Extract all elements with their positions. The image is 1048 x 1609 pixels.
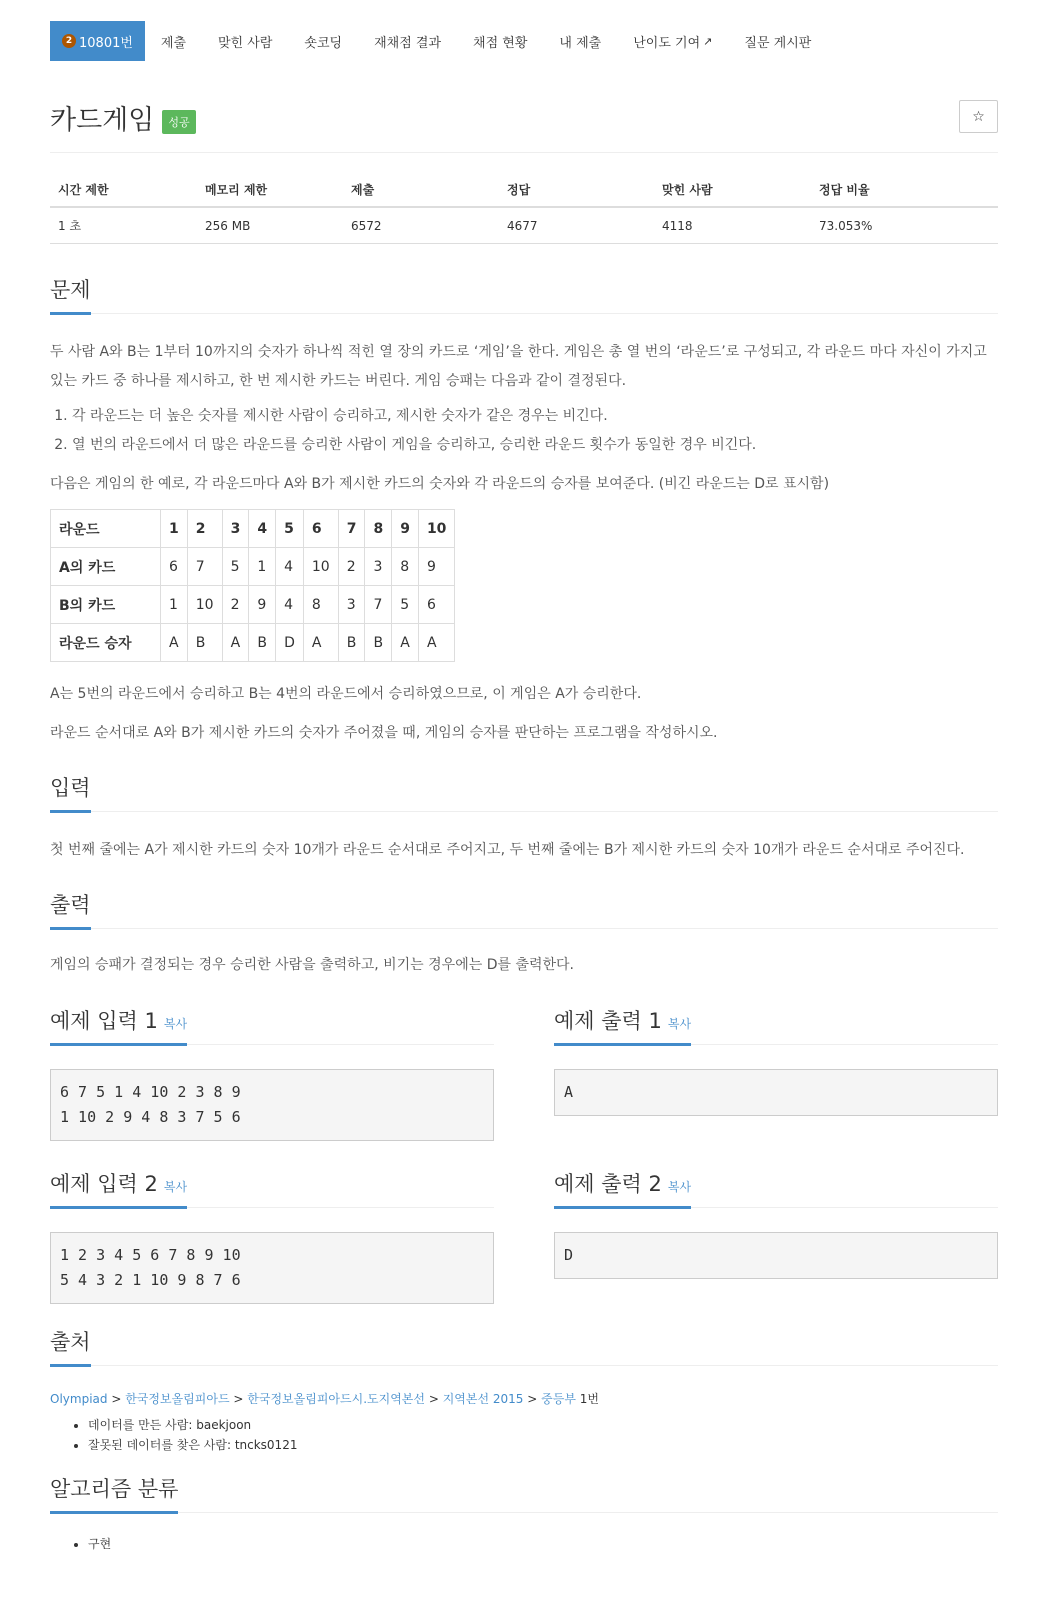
problem-nav	[50, 21, 998, 61]
info-header-row	[50, 173, 998, 207]
table-cell: B	[338, 624, 365, 662]
problem-paragraph-3: A는 5번의 라운드에서 승리하고 B는 4번의 라운드에서 승리하였으므로, 이 게임은 A가 승리한다.	[50, 686, 642, 702]
input-description: 첫 번째 줄에는 A가 제시한 카드의 숫자 10개가 라운드 순서대로 주어지고, 두 번째 줄에는 B가 제시한 카드의 숫자 10개가 라운드 순서대로 주어진다.	[50, 842, 965, 858]
tab-judge-status[interactable]: 채점 현황	[473, 35, 528, 51]
copy-button[interactable]: 복사	[163, 1180, 188, 1194]
source-link-olympiad[interactable]: Olympiad	[50, 1392, 108, 1406]
problem-page	[0, 21, 1048, 1609]
tab-solved-users[interactable]: 맞힌 사람	[218, 35, 273, 51]
rounds-row-b	[51, 586, 455, 624]
table-cell: 3	[338, 586, 365, 624]
table-cell: 1	[161, 510, 188, 548]
source-link-koi[interactable]: 한국정보올림피아드	[125, 1392, 230, 1406]
copy-button[interactable]: 복사	[667, 1180, 692, 1194]
algorithm-tag[interactable]: • 구현	[88, 1535, 998, 1552]
info-header-ratio: 정답 비율	[811, 173, 998, 207]
title-row	[50, 61, 998, 153]
problem-title: 카드게임	[50, 105, 155, 136]
output-heading: 출력	[50, 889, 91, 930]
table-cell: 3	[222, 510, 249, 548]
sample-input-1-label: 예제 입력 1	[50, 1009, 158, 1033]
info-header-solvers: 맞힌 사람	[654, 173, 811, 207]
samples-row-1	[50, 1000, 998, 1141]
table-cell: 5	[222, 548, 249, 586]
algorithm-tags	[88, 1535, 998, 1552]
table-cell: A	[222, 624, 249, 662]
info-header-time: 시간 제한	[50, 173, 197, 207]
external-link-icon: ↗	[703, 34, 713, 48]
input-heading: 입력	[50, 772, 91, 813]
sample-output-2-head	[554, 1163, 998, 1208]
table-cell: 4	[276, 548, 304, 586]
tab-my-submissions[interactable]: 내 제출	[559, 35, 602, 51]
table-cell: 5	[392, 586, 419, 624]
rounds-row-label: A의 카드	[51, 548, 161, 586]
table-cell: 4	[249, 510, 276, 548]
table-cell: 9	[418, 548, 454, 586]
problem-info-table	[50, 173, 998, 244]
algorithm-section-head	[50, 1473, 998, 1513]
table-cell: 10	[187, 586, 222, 624]
sample-input-2-head	[50, 1163, 494, 1208]
table-cell: D	[276, 624, 304, 662]
problem-heading: 문제	[50, 274, 91, 315]
info-value-row	[50, 207, 998, 244]
favorite-button[interactable]	[959, 100, 998, 133]
rounds-row-label: 라운드	[51, 510, 161, 548]
breadcrumb-separator: >	[233, 1392, 244, 1406]
table-cell: 9	[392, 510, 419, 548]
table-cell: 3	[365, 548, 392, 586]
table-cell: 10	[303, 548, 338, 586]
table-cell: 2	[338, 548, 365, 586]
table-cell: 6	[303, 510, 338, 548]
problem-paragraph-2: 다음은 게임의 한 예로, 각 라운드마다 A와 B가 제시한 카드의 숫자와 각 라운드의 승자를 보여준다. (비긴 라운드는 D로 표시함)	[50, 476, 830, 492]
samples-row-2	[50, 1163, 998, 1304]
table-cell: 10	[418, 510, 454, 548]
table-cell: B	[365, 624, 392, 662]
source-link-regional-2015[interactable]: 지역본선 2015	[442, 1392, 524, 1406]
sample-output-2-label: 예제 출력 2	[554, 1172, 662, 1196]
breadcrumb-separator: >	[111, 1392, 122, 1406]
source-link-koi-regional[interactable]: 한국정보올림피아드시.도지역본선	[247, 1392, 425, 1406]
table-cell: 2	[187, 510, 222, 548]
sample-input-1	[50, 1000, 494, 1141]
problem-paragraph-1: 두 사람 A와 B는 1부터 10까지의 숫자가 하나씩 적힌 열 장의 카드로 ‘게임’을 한다. 게임은 총 열 번의 ‘라운드’로 구성되고, 각 라운드 마다 자신이 가지고 있는 카드 중 하나를 제시하고, 한 번 제시한 카드는 버린다. 게임 승패는 다음과 같이 결정된다.	[50, 344, 987, 389]
copy-button[interactable]: 복사	[667, 1017, 692, 1031]
source-problem-number: 1번	[579, 1392, 599, 1406]
copy-button[interactable]: 복사	[163, 1017, 188, 1031]
rounds-table	[50, 509, 455, 662]
sample-output-1-box[interactable]: A	[554, 1069, 998, 1116]
sample-input-2	[50, 1163, 494, 1304]
tab-difficulty-label: 난이도 기여	[633, 35, 701, 51]
problem-section-head	[50, 274, 998, 314]
info-memory-limit: 256 MB	[197, 207, 343, 244]
sample-output-2-box[interactable]: D	[554, 1232, 998, 1279]
output-section-head	[50, 889, 998, 929]
rule-item: 2. 열 번의 라운드에서 더 많은 라운드를 승리한 사람이 게임을 승리하고, 승리한 라운드 횟수가 동일한 경우 비긴다.	[72, 431, 998, 460]
rule-item: 1. 각 라운드는 더 높은 숫자를 제시한 사람이 승리하고, 제시한 숫자가 같은 경우는 비긴다.	[72, 402, 998, 431]
rules-list	[72, 402, 998, 460]
source-meta-list	[88, 1415, 998, 1455]
output-description: 게임의 승패가 결정되는 경우 승리한 사람을 출력하고, 비기는 경우에는 D를 출력한다.	[50, 957, 574, 973]
table-cell: A	[161, 624, 188, 662]
table-cell: 7	[187, 548, 222, 586]
source-heading: 출처	[50, 1326, 91, 1367]
table-cell: 6	[418, 586, 454, 624]
info-header-memory: 메모리 제한	[197, 173, 343, 207]
rounds-row-number	[51, 510, 455, 548]
sample-output-2-title	[554, 1168, 691, 1209]
table-cell: 2	[222, 586, 249, 624]
sample-input-1-box[interactable]: 6 7 5 1 4 10 2 3 8 9 1 10 2 9 4 8 3 7 5 6	[50, 1069, 494, 1141]
sample-input-2-box[interactable]: 1 2 3 4 5 6 7 8 9 10 5 4 3 2 1 10 9 8 7 6	[50, 1232, 494, 1304]
info-header-accepted: 정답	[499, 173, 654, 207]
rounds-row-winner	[51, 624, 455, 662]
sample-output-1	[554, 1000, 998, 1141]
table-cell: B	[187, 624, 222, 662]
rounds-row-label: B의 카드	[51, 586, 161, 624]
table-cell: 7	[365, 586, 392, 624]
sample-output-1-head	[554, 1000, 998, 1045]
algorithm-heading: 알고리즘 분류	[50, 1473, 178, 1514]
status-badge: 성공	[162, 110, 195, 134]
tab-problem-number-label: 10801번	[79, 35, 133, 51]
table-cell: A	[303, 624, 338, 662]
info-ratio: 73.053%	[811, 207, 998, 244]
info-solvers: 4118	[654, 207, 811, 244]
table-cell: A	[392, 624, 419, 662]
tab-problem-number[interactable]	[50, 21, 145, 61]
sample-input-2-title	[50, 1168, 187, 1209]
table-cell: 6	[161, 548, 188, 586]
tab-question-board[interactable]: 질문 게시판	[744, 35, 812, 51]
input-section-head	[50, 772, 998, 812]
breadcrumb-separator: >	[527, 1392, 538, 1406]
table-cell: 9	[249, 586, 276, 624]
problem-paragraph-4: 라운드 순서대로 A와 B가 제시한 카드의 숫자가 주어졌을 때, 게임의 승자를 판단하는 프로그램을 작성하시오.	[50, 725, 718, 741]
table-cell: 8	[365, 510, 392, 548]
tab-short-coding[interactable]: 숏코딩	[304, 35, 343, 51]
sample-output-1-label: 예제 출력 1	[554, 1009, 662, 1033]
info-time-limit: 1 초	[50, 207, 197, 244]
sample-input-1-title	[50, 1005, 187, 1046]
star-icon: ☆	[972, 108, 985, 125]
list-item: • 잘못된 데이터를 찾은 사람: tncks0121	[88, 1435, 998, 1455]
source-section-head	[50, 1326, 998, 1366]
info-accepted: 4677	[499, 207, 654, 244]
table-cell: B	[249, 624, 276, 662]
info-header-submissions: 제출	[343, 173, 499, 207]
sample-output-2	[554, 1163, 998, 1304]
table-cell: A	[418, 624, 454, 662]
sample-input-1-head	[50, 1000, 494, 1045]
tab-difficulty-contribution[interactable]	[617, 21, 728, 61]
rounds-row-label: 라운드 승자	[51, 624, 161, 662]
table-cell: 5	[276, 510, 304, 548]
page-title	[50, 98, 196, 137]
table-cell: 8	[392, 548, 419, 586]
table-cell: 8	[303, 586, 338, 624]
table-cell: 4	[276, 586, 304, 624]
info-submissions: 6572	[343, 207, 499, 244]
tab-rejudge-results[interactable]: 재채점 결과	[374, 35, 442, 51]
tab-submit[interactable]: 제출	[160, 35, 187, 51]
tier-icon: 2	[62, 34, 76, 48]
breadcrumb-separator: >	[428, 1392, 439, 1406]
source-breadcrumb	[50, 1390, 998, 1407]
rounds-row-a	[51, 548, 455, 586]
list-item: • 데이터를 만든 사람: baekjoon	[88, 1415, 998, 1435]
table-cell: 7	[338, 510, 365, 548]
source-link-middle-school[interactable]: 중등부	[541, 1392, 576, 1406]
sample-output-1-title	[554, 1005, 691, 1046]
table-cell: 1	[249, 548, 276, 586]
sample-input-2-label: 예제 입력 2	[50, 1172, 158, 1196]
table-cell: 1	[161, 586, 188, 624]
